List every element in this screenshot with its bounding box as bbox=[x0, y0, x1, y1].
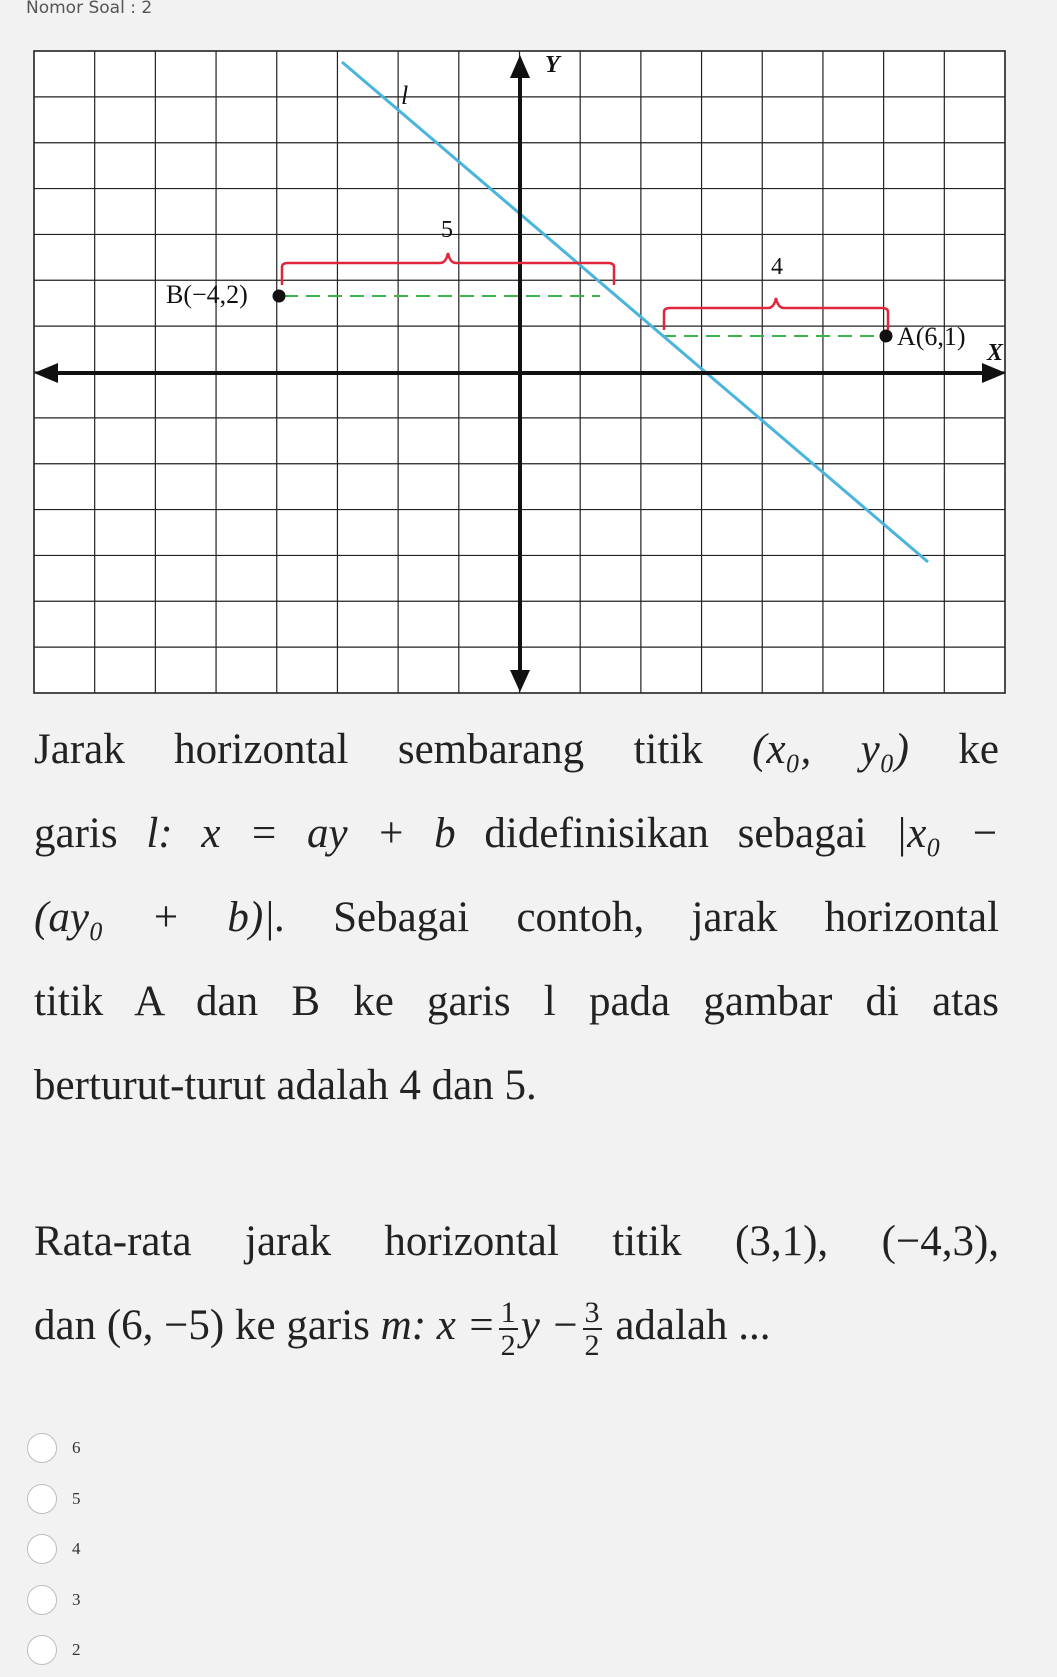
point-a-label: A(6,1) bbox=[897, 322, 966, 351]
radio-button[interactable] bbox=[27, 1635, 57, 1665]
radio-button[interactable] bbox=[27, 1484, 57, 1514]
radio-button[interactable] bbox=[27, 1585, 57, 1615]
option-label: 4 bbox=[72, 1539, 81, 1559]
option-label: 2 bbox=[72, 1640, 81, 1660]
option-3[interactable] bbox=[27, 1524, 81, 1575]
para1-line3: (ay₀ + b)|. Sebagai contoh, jarak horizontal bbox=[34, 894, 1000, 941]
distance-b-label: 5 bbox=[441, 217, 453, 243]
distance-a-label: 4 bbox=[771, 254, 783, 280]
option-label: 3 bbox=[72, 1589, 81, 1609]
option-2[interactable] bbox=[27, 1474, 81, 1525]
para1-line4: titik A dan B ke garis l pada gambar di atas bbox=[34, 978, 999, 1025]
x-axis-label: X bbox=[987, 340, 1004, 366]
option-1[interactable] bbox=[27, 1423, 81, 1474]
option-4[interactable] bbox=[27, 1575, 81, 1626]
option-5[interactable] bbox=[27, 1625, 81, 1676]
definition-paragraph bbox=[34, 708, 999, 1128]
fraction-three-halves: $\frac{3}{2}$ bbox=[584, 1294, 600, 1363]
radio-button[interactable] bbox=[27, 1433, 57, 1463]
line-l-label: l bbox=[401, 81, 409, 110]
para2-line1: Rata-rata jarak horizontal titik (3,1), (−4,3), bbox=[34, 1218, 1000, 1265]
para2-line2: dan (6, −5) ke garis m: x = $\frac{1}{2}$ y − $\frac{3}{2}$ adalah ... bbox=[34, 1294, 771, 1363]
radio-button[interactable] bbox=[27, 1534, 57, 1564]
answer-options bbox=[27, 1423, 81, 1676]
question-paragraph bbox=[34, 1200, 999, 1368]
point-a bbox=[880, 330, 893, 343]
option-label: 5 bbox=[72, 1488, 81, 1508]
point-b bbox=[273, 290, 286, 303]
fraction-one-half: $\frac{1}{2}$ bbox=[500, 1294, 516, 1363]
point-b-label: B(−4,2) bbox=[166, 280, 248, 309]
para1-line5: berturut-turut adalah 4 dan 5. bbox=[34, 1062, 537, 1109]
para1-line1: Jarak horizontal sembarang titik (x₀, y₀) ke bbox=[34, 726, 999, 773]
option-label: 6 bbox=[72, 1438, 81, 1458]
question-number: Nomor Soal : 2 bbox=[26, 0, 153, 18]
y-axis-label: Y bbox=[545, 52, 560, 78]
coordinate-graph bbox=[0, 0, 1057, 700]
para1-line2: garis l: x = ay + b didefinisikan sebagai |x₀ − bbox=[34, 810, 1000, 857]
